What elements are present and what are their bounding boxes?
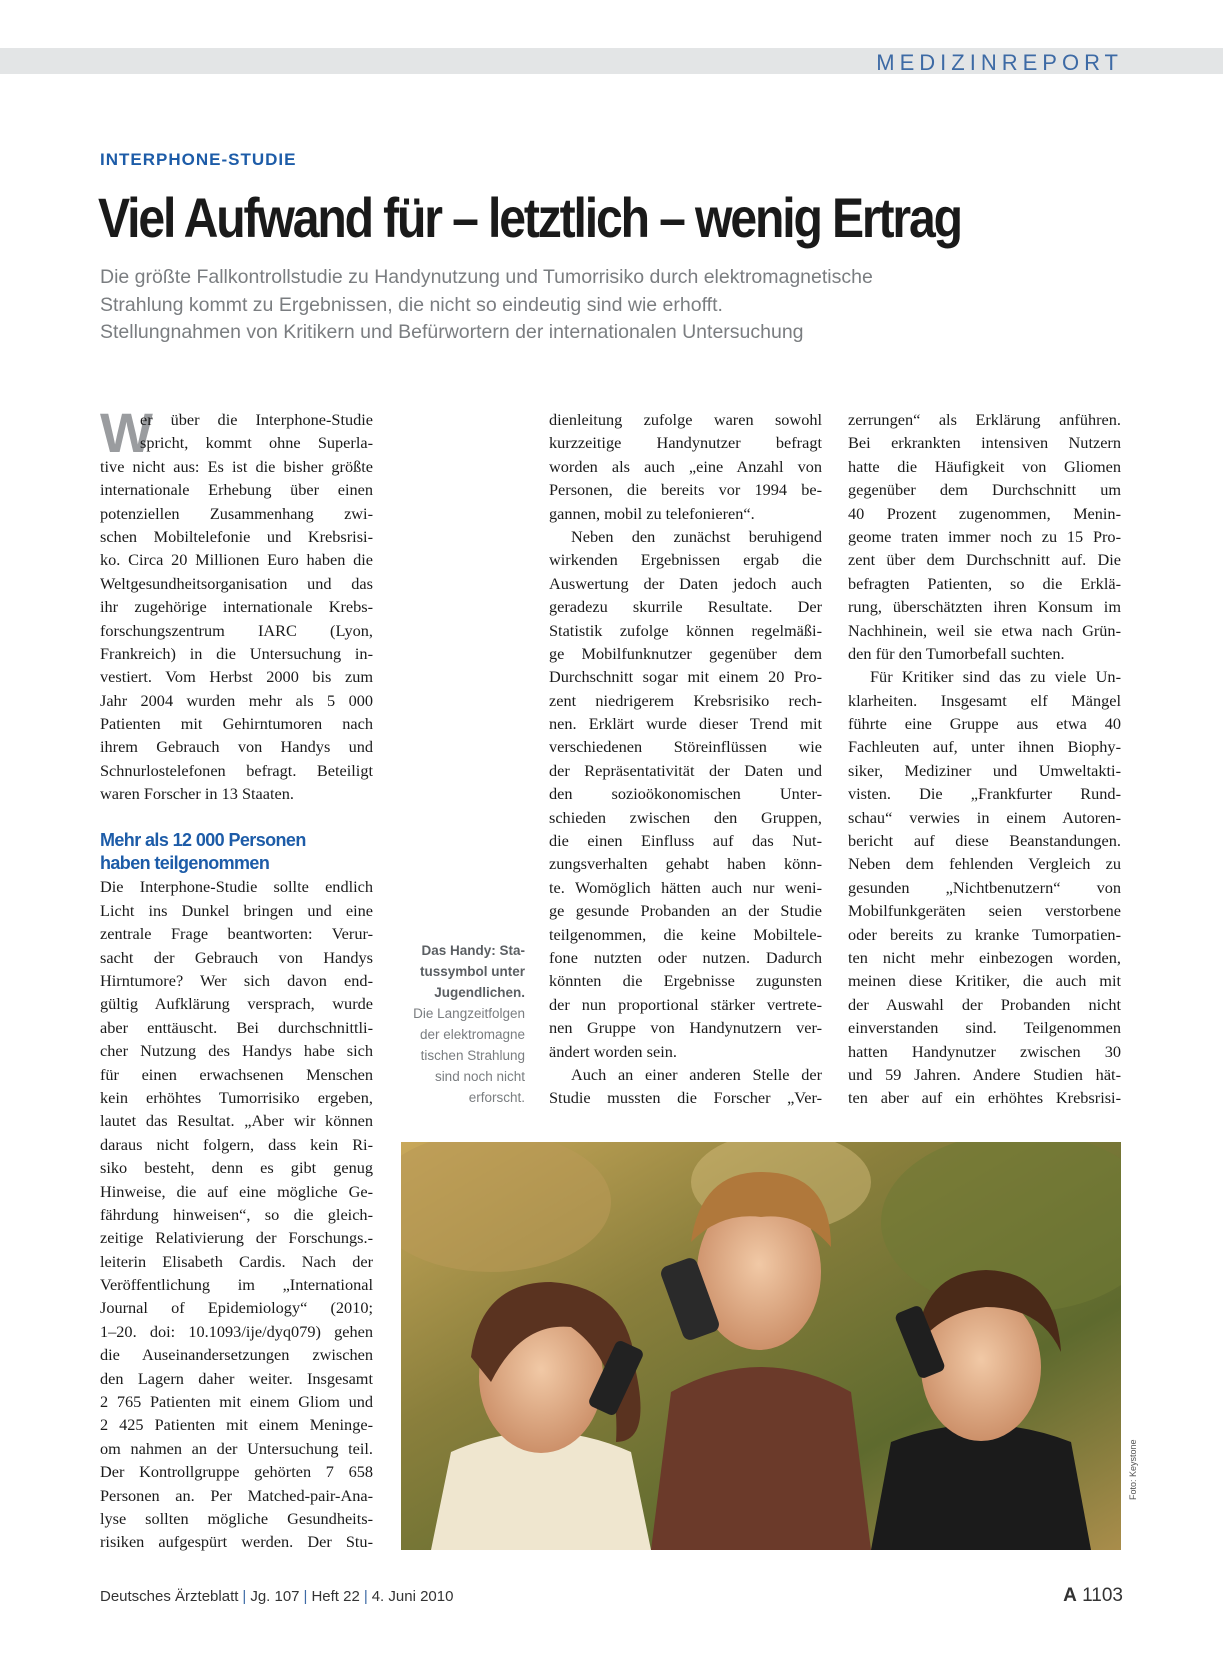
text-line: zent niedrigerem Krebsrisiko rech-: [549, 690, 822, 710]
column-2: [549, 408, 822, 1110]
column-1-body: [100, 875, 373, 1553]
text-line: Für Kritiker sind das zu viele Un-: [870, 667, 1121, 687]
text-line: Frankreich) in die Untersuchung in-: [100, 643, 373, 663]
text-line: 2 765 Patienten mit einem Gliom und: [100, 1392, 373, 1412]
subhead: [100, 829, 373, 876]
subhead-line: haben teilgenommen: [100, 853, 270, 874]
deck-line: Strahlung kommt zu Ergebnissen, die nicht so eindeutig sind wie erhofft.: [100, 293, 723, 316]
text-line: Hinweise, die auf eine mögliche Ge-: [100, 1181, 373, 1201]
text-line: zent über dem Durchschnitt auf. Die: [848, 550, 1121, 570]
text-line: lyse sollten mögliche Gesundheits-: [100, 1509, 373, 1528]
text-line: der Repräsentativität der Daten und: [549, 760, 822, 780]
text-line: Schnurlostelefonen befragt. Beteiligt: [100, 760, 373, 780]
text-line: waren Forscher in 13 Staaten.: [100, 784, 294, 804]
text-line: siko besteht, denn es gibt genug: [100, 1158, 373, 1178]
text-line: Fachleuten auf, unter ihnen Biophy-: [848, 737, 1121, 757]
text-line: Veröffentlichung im „International: [100, 1275, 373, 1295]
text-line: Jahr 2004 wurden mehr als 5 000: [100, 690, 373, 710]
text-line: om nahmen an der Untersuchung teil.: [100, 1438, 373, 1458]
text-line: könnten die Ergebnisse zugunsten: [549, 971, 822, 991]
text-line: Nachhinein, weil sie etwa nach Grün-: [848, 620, 1121, 640]
text-line: kurzzeitige Handynutzer befragt: [549, 433, 822, 453]
text-line: Weltgesundheitsorganisation und das: [100, 573, 373, 593]
text-line: fone nutzten oder nutzen. Dadurch: [549, 947, 822, 967]
text-line: Der Kontrollgruppe gehörten 7 658: [100, 1462, 373, 1482]
text-line: fährdung hinweisen“, so die gleich-: [100, 1204, 373, 1224]
text-line: zeitige Relativierung der Forschungs.-: [100, 1228, 373, 1248]
text-line: gültig Aufklärung versprach, wurde: [100, 994, 373, 1014]
caption-bold-line: Jugendlichen.: [434, 985, 525, 1000]
photo-credit: Foto: Keystone: [1128, 1439, 1138, 1500]
text-line: Statistik zufolge können regelmäßi-: [549, 620, 822, 640]
text-line: potenziellen Zusammenhang zwi-: [100, 503, 373, 523]
issue-date: 4. Juni 2010: [371, 1588, 454, 1605]
caption-line: sind noch nicht: [434, 1069, 525, 1084]
text-line: oder bereits zu kranke Tumorpatien-: [848, 924, 1121, 944]
text-line: nen Gruppe von Handynutzern ver-: [549, 1018, 822, 1038]
journal-name: Deutsches Ärzteblatt: [100, 1588, 239, 1605]
text-line: internationale Erhebung über einen: [100, 480, 373, 500]
text-line: ten aber auf ein erhöhtes Krebsrisi-: [848, 1088, 1121, 1108]
footer-separator: |: [363, 1588, 368, 1605]
text-line: hatten Handynutzer zwischen 30: [848, 1041, 1121, 1061]
text-line: vestiert. Vom Herbst 2000 bis zum: [100, 667, 373, 687]
text-line: Bei erkrankten intensiven Nutzern: [848, 433, 1121, 453]
caption-line: erforscht.: [468, 1090, 525, 1105]
text-line: Die Interphone-Studie sollte endlich: [100, 877, 373, 897]
text-line: Auswertung der Daten jedoch auch: [549, 573, 822, 593]
caption-bold-line: Das Handy: Sta-: [421, 943, 525, 958]
column-3: [848, 408, 1121, 1110]
text-line: und 59 Jahren. Andere Studien hät-: [848, 1064, 1121, 1084]
text-line: Durchschnitt sogar mit einem 20 Pro-: [549, 667, 822, 687]
photo-illustration: [401, 1142, 1121, 1550]
text-line: risiken aufgespürt werden. Der Stu-: [100, 1532, 373, 1552]
text-line: zentrale Frage beantworten: Verur-: [100, 924, 373, 944]
text-line: te. Womöglich hätten auch nur weni-: [549, 877, 822, 897]
page-number: [1063, 1585, 1123, 1607]
text-line: Hirntumore? Wer sich davon end-: [100, 971, 373, 991]
text-line: den Lagern daher weiter. Insgesamt: [100, 1368, 373, 1388]
text-line: die einen Einfluss auf das Nut-: [549, 831, 822, 851]
text-line: teilgenommen, die keine Mobiltele-: [549, 924, 822, 944]
article-photo: [401, 1142, 1121, 1550]
text-line: worden als auch „eine Anzahl von: [549, 456, 822, 476]
column-1-intro: [100, 401, 373, 806]
text-line: Personen an. Per Matched-pair-Ana-: [100, 1485, 373, 1505]
subhead-line: Mehr als 12 000 Personen: [100, 829, 306, 850]
deck-line: Stellungnahmen von Kritikern und Befürwortern der internationalen Untersuchung: [100, 321, 804, 343]
text-line: daraus nicht folgern, dass kein Ri-: [100, 1134, 373, 1154]
text-line: ge gesunde Probanden an der Studie: [549, 901, 822, 921]
text-line: cher Nutzung des Handys habe sich: [100, 1041, 373, 1061]
text-line: forschungszentrum IARC (Lyon,: [100, 620, 373, 640]
caption-line: Die Langzeitfolgen: [413, 1006, 525, 1021]
text-line: ihr zugehörige internationale Krebs-: [100, 597, 373, 617]
text-line: befragten Patienten, so die Erklä-: [848, 573, 1121, 593]
text-line: den für den Tumorbefall suchten.: [848, 643, 1065, 663]
footer-separator: |: [242, 1588, 247, 1605]
deck-line: Die größte Fallkontrollstudie zu Handynutzung und Tumorrisiko durch elektromagnetische: [100, 266, 873, 288]
footer-citation: [100, 1588, 453, 1605]
photo-caption: [400, 940, 525, 1108]
text-line: tive nicht aus: Es ist die bisher größte: [100, 456, 373, 476]
page-number-value: 1103: [1082, 1585, 1123, 1606]
text-line: kein erhöhtes Tumorrisiko ergeben,: [100, 1087, 373, 1107]
page-prefix: A: [1063, 1585, 1077, 1606]
text-line: der nun proportional stärker vertrete-: [549, 994, 822, 1014]
text-line: Neben den zunächst beruhigend: [571, 526, 822, 546]
caption-line: der elektromagne: [419, 1027, 525, 1042]
text-line: schau“ verwies in einem Autoren-: [848, 807, 1121, 827]
text-line: schen Mobiltelefonie und Krebsrisi-: [100, 526, 373, 546]
footer-separator: |: [303, 1588, 308, 1605]
caption-line: tischen Strahlung: [420, 1048, 525, 1063]
text-line: 40 Prozent zugenommen, Menin-: [848, 503, 1121, 523]
text-line: klarheiten. Insgesamt elf Mängel: [848, 690, 1121, 710]
text-line: führte eine Gruppe aus etwa 40: [848, 714, 1121, 734]
text-line: ge Mobilfunknutzer gegenüber dem: [549, 643, 822, 663]
caption-bold-line: tussymbol unter: [419, 964, 525, 979]
journal-volume: Jg. 107: [250, 1588, 300, 1605]
text-line: sacht der Gebrauch von Handys: [100, 947, 373, 967]
text-line: den sozioökonomischen Unter-: [549, 784, 822, 804]
text-line: siker, Mediziner und Umweltakti-: [848, 760, 1121, 780]
drop-cap: W: [100, 401, 153, 464]
text-line: für einen erwachsenen Menschen: [100, 1064, 373, 1084]
text-line: Licht ins Dunkel bringen und eine: [100, 900, 373, 920]
text-line: geradezu skurrile Resultate. Der: [549, 597, 822, 617]
text-line: ihrem Gebrauch von Handys und: [100, 737, 373, 757]
text-line: verschiedenen Störeinflüssen wie: [549, 737, 822, 757]
text-line: spricht, kommt ohne Superla-: [140, 433, 373, 453]
text-line: 2 425 Patienten mit einem Meninge-: [100, 1415, 373, 1435]
text-line: lautet das Resultat. „Aber wir können: [100, 1111, 373, 1131]
text-line: wirkenden Ergebnissen ergab die: [549, 550, 822, 570]
text-line: bericht auf diese Beanstandungen.: [848, 831, 1121, 851]
text-line: ten nicht mehr einbezogen worden,: [848, 947, 1121, 967]
text-line: einverstanden sind. Teilgenommen: [848, 1018, 1121, 1038]
journal-issue: Heft 22: [311, 1588, 360, 1605]
text-line: Patienten mit Gehirntumoren nach: [100, 714, 373, 734]
text-line: gegenüber dem Durchschnitt um: [848, 480, 1121, 500]
article-kicker: INTERPHONE-STUDIE: [100, 150, 297, 169]
text-line: schieden zwischen den Gruppen,: [549, 807, 822, 827]
text-line: ko. Circa 20 Millionen Euro haben die: [100, 550, 373, 570]
text-line: 1–20. doi: 10.1093/ije/dyq079) gehen: [100, 1321, 373, 1341]
section-label: MEDIZINREPORT: [876, 50, 1123, 75]
text-line: dienleitung zufolge waren sowohl: [549, 410, 822, 429]
text-line: hatte die Häufigkeit von Gliomen: [848, 456, 1121, 476]
text-line: gesunden „Nichtbenutzern“ von: [848, 877, 1121, 897]
text-line: er über die Interphone-Studie: [140, 410, 373, 429]
text-line: Auch an einer anderen Stelle der: [571, 1064, 822, 1084]
text-line: geome traten immer noch zu 15 Pro-: [848, 526, 1121, 546]
page-footer: [100, 1585, 1123, 1609]
text-line: leiterin Elisabeth Cardis. Nach der: [100, 1251, 373, 1271]
text-line: die Auseinandersetzungen zwischen: [100, 1345, 373, 1365]
article-headline: Viel Aufwand für – letztlich – wenig Ertrag: [98, 186, 961, 249]
text-line: gannen, mobil zu telefonieren“.: [549, 503, 755, 523]
text-line: rung, überschätzten ihren Konsum im: [848, 597, 1121, 617]
text-line: aber enttäuscht. Bei durchschnittli-: [100, 1017, 373, 1037]
text-line: visten. Die „Frankfurter Rund-: [848, 784, 1121, 804]
text-line: Personen, die bereits vor 1994 be-: [549, 480, 822, 500]
text-line: Mobilfunkgeräten seien verstorbene: [848, 901, 1121, 921]
text-line: zungsverhalten gehabt haben könn-: [549, 854, 822, 874]
text-line: meinen diese Kritiker, die auch mit: [848, 971, 1121, 991]
text-line: Studie mussten die Forscher „Ver-: [549, 1088, 822, 1108]
text-line: der Auswahl der Probanden nicht: [848, 994, 1121, 1014]
column-1: [100, 401, 373, 1554]
text-line: Neben dem fehlenden Vergleich zu: [848, 854, 1121, 874]
text-line: Journal of Epidemiology“ (2010;: [100, 1298, 373, 1318]
text-line: ändert worden sein.: [549, 1041, 677, 1061]
text-line: nen. Erklärt wurde dieser Trend mit: [549, 714, 822, 734]
article-deck: [100, 264, 1100, 347]
text-line: zerrungen“ als Erklärung anführen.: [848, 410, 1121, 429]
